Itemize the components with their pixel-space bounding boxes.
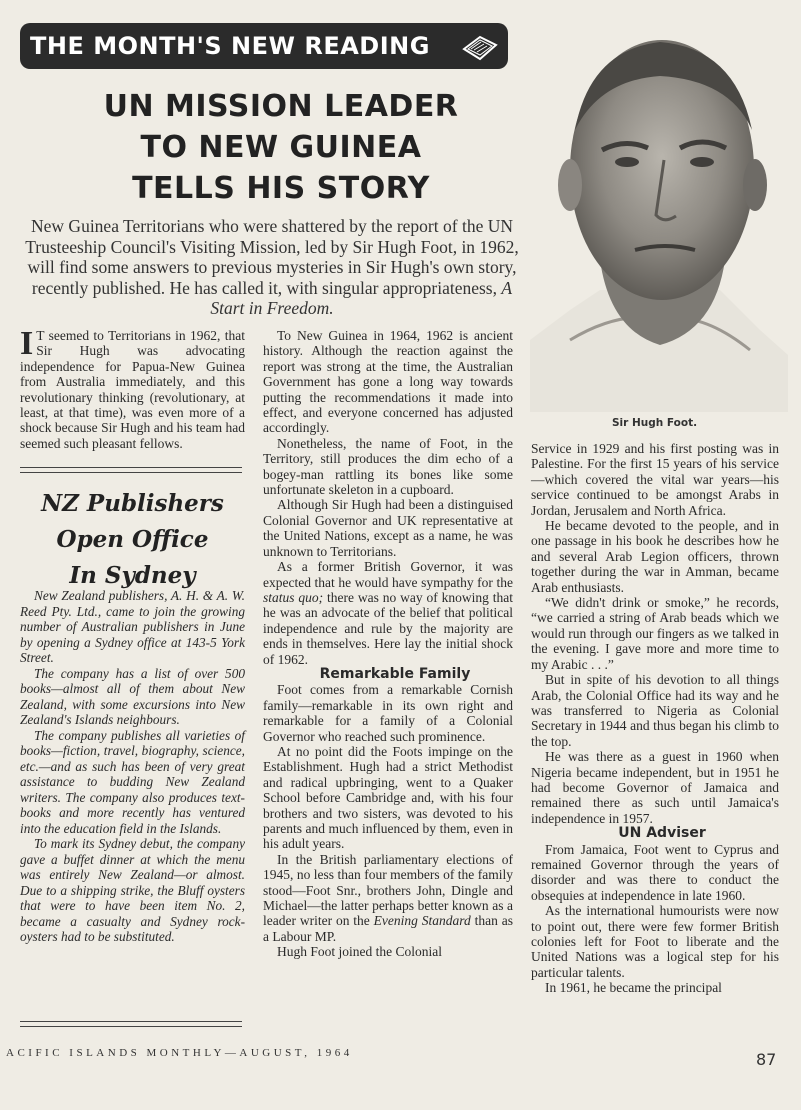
page-number: 87: [756, 1050, 777, 1069]
sidebar-headline-line: In Sydney: [69, 562, 196, 589]
article-paragraph: “We didn't drink or smoke,” he records, “we carried a string of Arab beads which we would run through our fingers as we talked in the evening. I gave more and more time to my Arabic . . .”: [531, 595, 779, 672]
headline-line: TELLS HIS STORY: [132, 171, 430, 206]
headline-line: TO NEW GUINEA: [140, 130, 422, 165]
sidebar-headline-line: Open Office: [56, 526, 209, 553]
article-column-3: [531, 441, 779, 996]
text-run: there was no way of knowing that he was an advocate of the belief that political independence and rule by the majority are ends in themselves. Here lay the initial shock of 1962.: [263, 589, 513, 667]
photo-caption: Sir Hugh Foot.: [612, 417, 698, 429]
article-standfirst: [20, 216, 524, 319]
standfirst-text: New Guinea Territorians who were shattered by the report of the UN Trusteeship Council's Visiting Mission, led by Sir Hugh Foot, in 1962, will find some answers to previous mysteries in Sir Hugh's own story, recently published. He has called it, with singular appropriateness,: [25, 216, 519, 298]
portrait-photo: [530, 10, 788, 412]
article-paragraph: Service in 1929 and his first posting was in Palestine. For the first 15 years of his service—which covered the vital war years—his service continued to be amongst Arabs in Jordan, Jerusalem and North Africa.: [531, 441, 779, 518]
section-banner: [20, 23, 508, 69]
text-run: than as a Labour MP.: [263, 913, 514, 944]
drop-cap: I: [20, 325, 34, 362]
sidebar-paragraph: The company publishes all varieties of books—fiction, travel, biography, science, etc.—and as such has been of very great assistance to budding New Zealand writers. The company also produces text-books and more recently has ventured into the education field in the Islands.: [20, 727, 245, 836]
italic-run: Evening Standard: [373, 913, 471, 929]
sidebar-headline-line: NZ Publishers: [41, 490, 224, 517]
sidebar-body: [20, 588, 245, 945]
article-paragraph: Foot comes from a remarkable Cornish family—remarkable in its own right and remarkable for a family of a Colonial Governor who reached such prominence.: [263, 682, 513, 744]
text-run: In the British parliamentary elections of 1945, no less than four members of the family stood—Foot Snr., brothers John, Dingle and Michael—the latter perhaps better known as a leader writer on the: [263, 851, 513, 929]
article-paragraph: At no point did the Foots impinge on the Establishment. Hugh had a strict Methodist and radical upbringing, went to a Quaker School before Cambridge and, with his four brothers and two sisters, was devoted to his parents and much influenced by them, even in his adult years.: [263, 743, 513, 852]
sidebar-paragraph: New Zealand publishers, A. H. & A. W. Reed Pty. Ltd., came to join the growing number of Australian publishers in June by opening a Sydney office at 143-5 York Street.: [20, 588, 245, 665]
article-paragraph: As the international humourists were now to point out, there were few former British colonies left for Foot to liberate and the United Nations was a logical step for his particular talents.: [531, 903, 779, 980]
article-paragraph: From Jamaica, Foot went to Cyprus and remained Governor through the years of disorder and was there to conduct the obsequies at independence in late 1960.: [531, 841, 779, 903]
sidebar-headline: [20, 486, 245, 594]
section-subhead: Remarkable Family: [319, 665, 471, 682]
article-paragraph: He was there as a guest in 1960 when Nigeria became independent, but in 1951 he had become Governor of Jamaica and remained there as such until Jamaica's independence in 1957.: [531, 749, 779, 826]
text-run: As a former British Governor, it was expected that he would have sympathy for the: [263, 559, 513, 590]
sidebar-paragraph: To mark its Sydney debut, the company gave a buffet dinner at which the menu was entirely New Zealand—or almost. Due to a shipping strike, the Bluff oysters that were to have been item No. 2, became a casualty and Sydney rock-oysters had to be substituted.: [20, 836, 245, 944]
article-paragraph: T seemed to Territorians in 1962, that Sir Hugh was advocating independence for Papua-New Guinea from Australia immediately, and this revolutionary thinking (revolutionary, at least, at that time), was even more of a shock because Sir Hugh and his team had seemed such pleasant fellows.: [20, 328, 245, 451]
divider: [20, 472, 242, 473]
article-column-2: [263, 328, 513, 960]
article-paragraph: Hugh Foot joined the Colonial: [277, 944, 442, 960]
section-subhead: UN Adviser: [618, 825, 706, 842]
article-paragraph: In 1961, he became the principal: [545, 980, 722, 996]
banner-title: THE MONTH'S NEW READING: [30, 32, 430, 60]
article-headline: [28, 86, 534, 209]
article-paragraph: He became devoted to the people, and in one passage in his book he describes how he and several Arab Legion officers, thrown together during the war in Amman, became Arab enthusiasts.: [531, 518, 779, 595]
divider: [20, 467, 242, 468]
book-title: A Start in Freedom.: [210, 277, 513, 318]
article-paragraph: To New Guinea in 1964, 1962 is ancient history. Although the reaction against the report was strong at the time, the Australian Government has gone a long way towards putting the recommendations it made into effect, and everyone concerned has adjusted accordingly.: [263, 328, 513, 436]
divider: [20, 1021, 242, 1022]
headline-line: UN MISSION LEADER: [103, 89, 459, 124]
article-paragraph: But in spite of his devotion to all things Arab, the Colonial Office had its way and he was transferred to Nigeria as Colonial Secretary in 1944 and thus began his climb to the top.: [531, 672, 779, 749]
article-paragraph: Although Sir Hugh had been a distinguised Colonial Governor and UK representative at the United Nations, except as a name, he was unknown to Territorians.: [263, 497, 513, 559]
book-icon: [460, 29, 500, 63]
article-paragraph: [263, 559, 513, 667]
page-footer: ACIFIC ISLANDS MONTHLY—AUGUST, 1964: [6, 1047, 353, 1059]
article-paragraph: [263, 852, 513, 944]
divider: [20, 1026, 242, 1027]
sidebar-paragraph: The company has a list of over 500 books—almost all of them about New Zealand, with some excursions into New Zealand's Islands neighbours.: [20, 665, 245, 727]
article-column-1: [20, 325, 245, 451]
article-paragraph: Nonetheless, the name of Foot, in the Territory, still produces the dim echo of a bogey-man rattling its bones like some unfortunate skeleton in a cupboard.: [263, 435, 513, 498]
italic-run: status quo;: [263, 589, 324, 605]
